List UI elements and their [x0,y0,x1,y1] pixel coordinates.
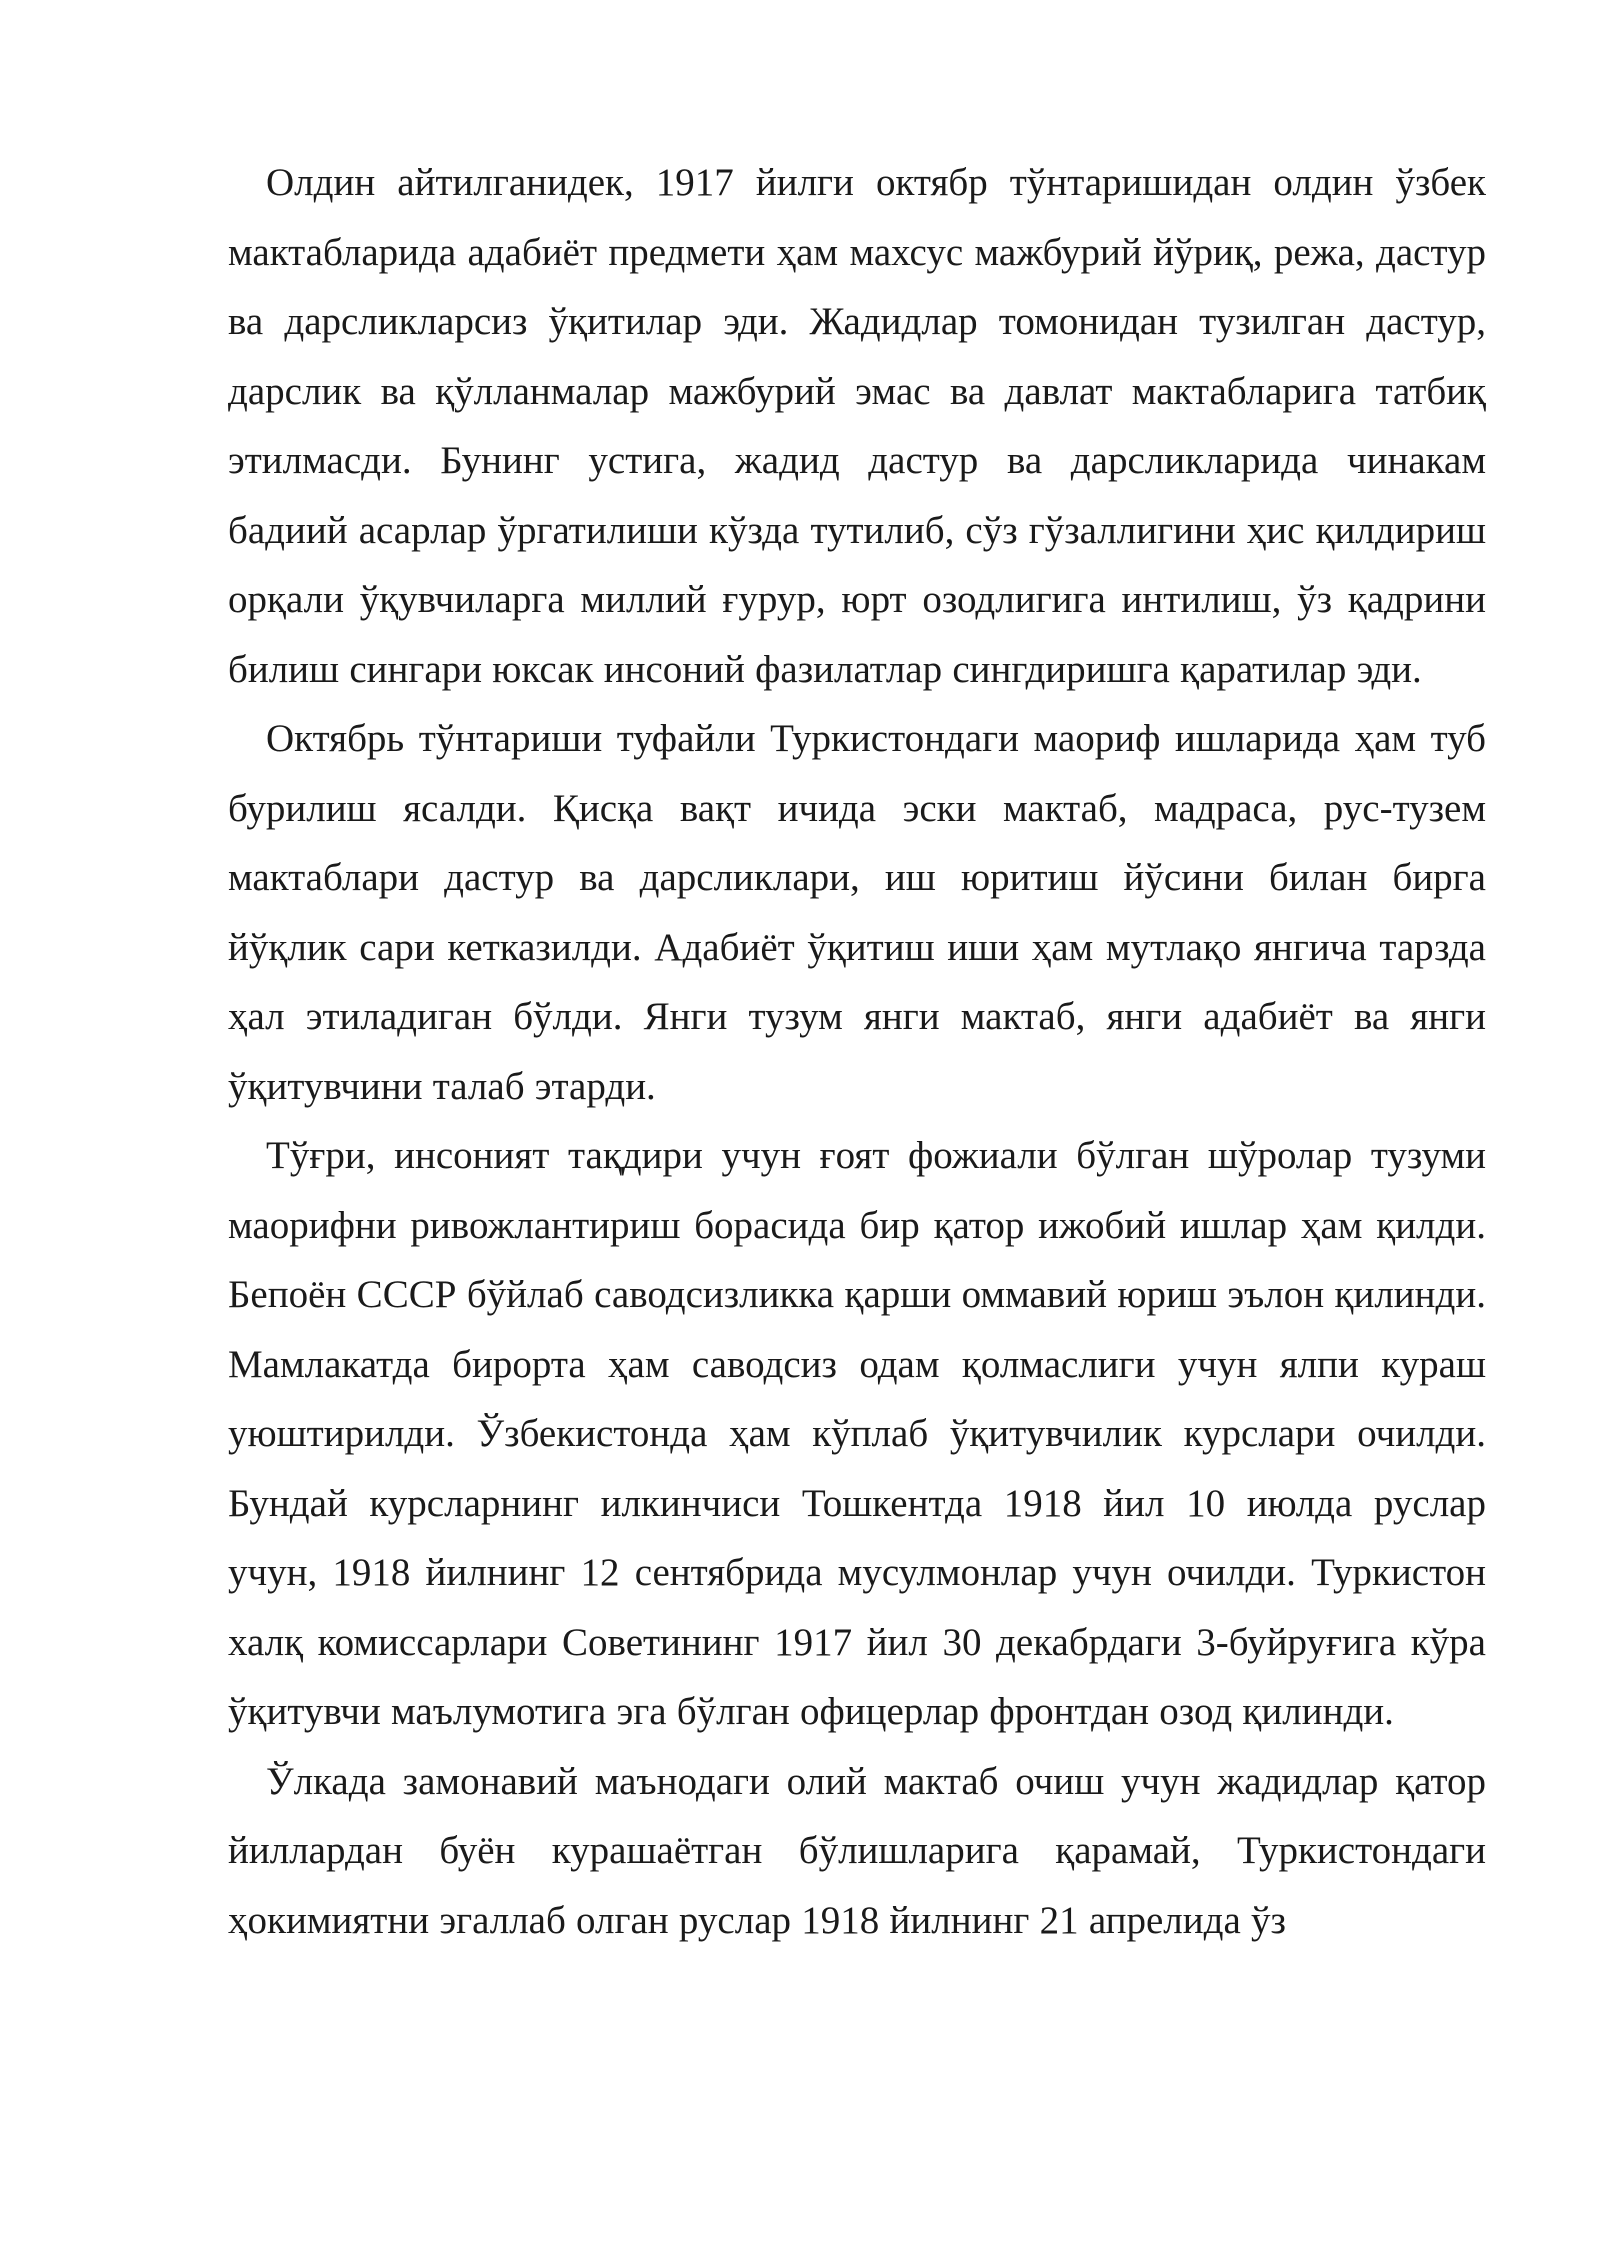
document-body [228,148,1486,1955]
paragraph: Олдин айтилганидек, 1917 йилги октябр тўнтаришидан олдин ўзбек мактабларида адабиёт предмети ҳам махсус мажбурий йўриқ, режа, дастур ва дарсликларсиз ўқитилар эди. Жадидлар томонидан тузилган дастур, дарслик ва қўлланмалар мажбурий эмас ва давлат мактабларига татбиқ этилмасди. Бунинг устига, жадид дастур ва дарсликларида чинакам бадиий асарлар ўргатилиши кўзда тутилиб, сўз гўзаллигини ҳис қилдириш орқали ўқувчиларга миллий ғурур, юрт озодлигига интилиш, ўз қадрини билиш сингари юксак инсоний фазилатлар сингдиришга қаратилар эди. [228,161,1486,691]
paragraph: Ўлкада замонавий маънодаги олий мактаб очиш учун жадидлар қатор йиллардан буён курашаётган бўлишларига қарамай, Туркистондаги ҳокимиятни эгаллаб олган руслар 1918 йилнинг 21 апрелида ўз [228,1759,1486,1942]
paragraph: Тўғри, инсоният тақдири учун ғоят фожиали бўлган шўролар тузуми маорифни ривожлантириш борасида бир қатор ижобий ишлар ҳам қилди. Бепоён СССР бўйлаб саводсизликка қарши оммавий юриш эълон қилинди. Мамлакатда бирорта ҳам саводсиз одам қолмаслиги учун ялпи кураш уюштирилди. Ўзбекистонда ҳам кўплаб ўқитувчилик курслари очилди. Бундай курсларнинг илкинчиси Тошкентда 1918 йил 10 июлда руслар учун, 1918 йилнинг 12 сентябрида мусулмонлар учун очилди. Туркистон халқ комиссарлари Советининг 1917 йил 30 декабрдаги 3-буйруғига кўра ўқитувчи маълумотига эга бўлган офицерлар фронтдан озод қилинди. [228,1134,1486,1733]
paragraph: Октябрь тўнтариши туфайли Туркистондаги маориф ишларида ҳам туб бурилиш ясалди. Қисқа вақт ичида эски мактаб, мадраса, рус-тузем мактаблари дастур ва дарсликлари, иш юритиш йўсини билан бирга йўқлик сари кетказилди. Адабиёт ўқитиш иши ҳам мутлақо янгича тарзда ҳал этиладиган бўлди. Янги тузум янги мактаб, янги адабиёт ва янги ўқитувчини талаб этарди. [228,717,1486,1108]
